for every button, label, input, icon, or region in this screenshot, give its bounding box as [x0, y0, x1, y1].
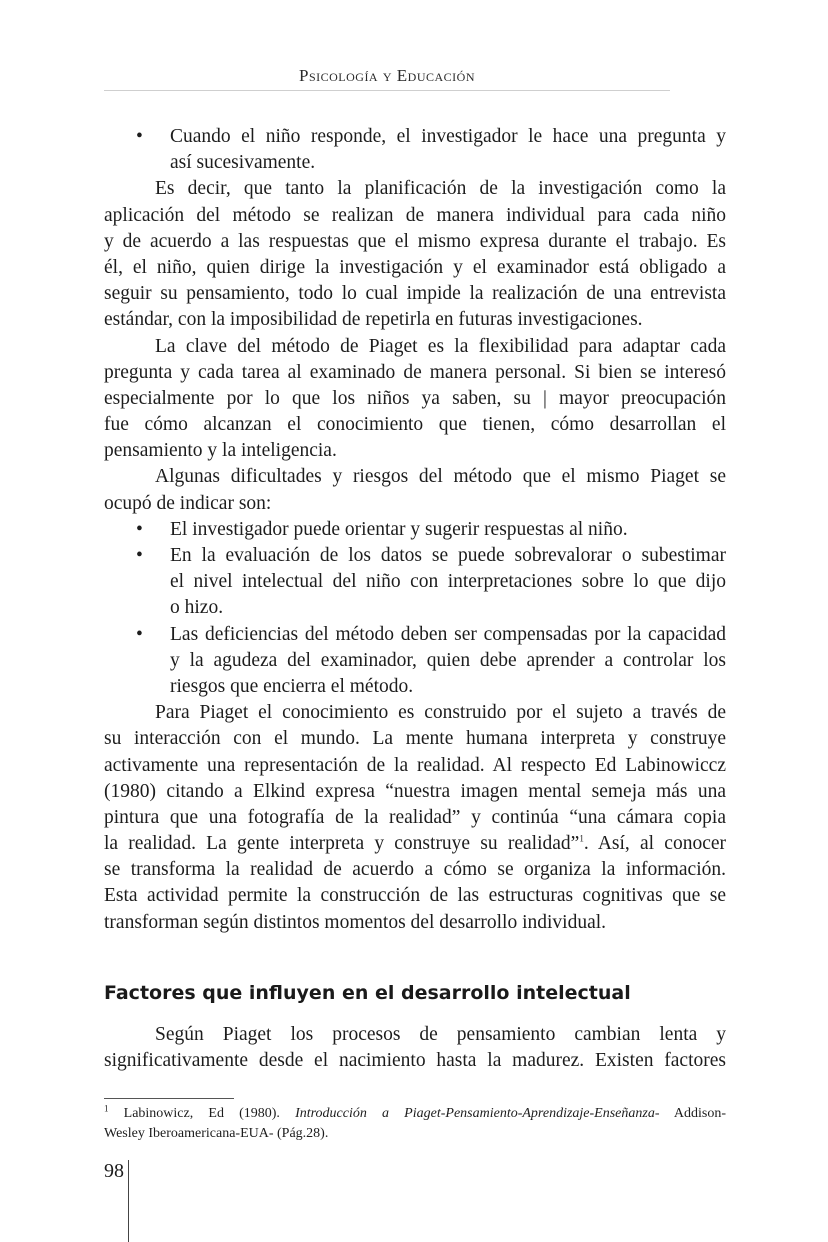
bullet-item-continuation: el nivel intelectual del niño con interpretaciones sobre lo que dijo	[170, 571, 726, 593]
paragraph-line: y de acuerdo a las respuestas que el mismo expresa durante el trabajo. Es	[104, 230, 726, 252]
bullet-icon: •	[136, 518, 143, 540]
paragraph-line: él, el niño, quien dirige la investigación y el examinador está obligado a	[104, 256, 726, 278]
footnote-divider	[104, 1098, 234, 1099]
page-number-rule	[128, 1160, 129, 1242]
paragraph-line: Según Piaget los procesos de pensamiento cambian lenta y	[155, 1024, 726, 1045]
footnote-line: Wesley Iberoamericana-EUA- (Pág.28).	[104, 1126, 329, 1141]
paragraph-line: Es decir, que tanto la planificación de la investigación como la	[155, 178, 726, 200]
paragraph-line: especialmente por lo que los niños ya saben, su | mayor preocupación	[104, 387, 726, 409]
bullet-item: • Cuando el niño responde, el investigador le hace una pregunta y	[104, 124, 726, 150]
paragraph-text: . Así, al conocer	[583, 833, 727, 855]
paragraph-line: significativamente desde el nacimiento hasta la madurez. Existen factores	[104, 1050, 726, 1072]
bullet-item-continuation: riesgos que encierra el método.	[170, 675, 414, 697]
bullet-item: • Las deficiencias del método deben ser compensadas por la capacidad	[104, 622, 726, 648]
header-divider	[104, 90, 670, 91]
footnote-reference[interactable]: 1	[579, 833, 584, 844]
paragraph-text: la realidad. La gente interpreta y construye su realidad”	[104, 833, 580, 855]
paragraph-line: (1980) citando a Elkind expresa “nuestra imagen mental semeja más una	[104, 780, 726, 802]
bullet-icon: •	[136, 545, 143, 566]
bullet-item: • El investigador puede orientar y sugerir respuestas al niño.	[104, 517, 726, 543]
paragraph-line: Esta actividad permite la construcción de las estructuras cognitivas que se	[104, 885, 726, 907]
footnote-book-title: Introducción a Piaget-Pensamiento-Aprendizaje-Enseñanza-	[295, 1106, 660, 1121]
paragraph-line: se transforma la realidad de acuerdo a cómo se organiza la información.	[104, 859, 726, 881]
paragraph-line	[104, 831, 726, 857]
paragraph-line: fue cómo alcanzan el conocimiento que tienen, cómo desarrollan el	[104, 414, 726, 436]
running-header: Psicología y Educación	[298, 66, 475, 85]
paragraph-line: pintura que una fotografía de la realidad” y continúa “una cámara copia	[104, 806, 726, 828]
footnote-number: 1	[104, 1103, 109, 1114]
paragraph-line: aplicación del método se realizan de manera individual para cada niño	[104, 204, 726, 226]
paragraph-line: activamente una representación de la realidad. Al respecto Ed Labinowiccz	[104, 754, 726, 776]
bullet-item: • En la evaluación de los datos se puede sobrevalorar o subestimar	[104, 543, 726, 569]
paragraph-line: transforman según distintos momentos del desarrollo individual.	[104, 911, 607, 933]
paragraph-line: su interacción con el mundo. La mente humana interpreta y construye	[104, 728, 726, 750]
bullet-item-continuation: o hizo.	[170, 597, 224, 619]
bullet-item-continuation: así sucesivamente.	[170, 152, 316, 174]
bullet-item-continuation: y la agudeza del examinador, quien debe aprender a controlar los	[170, 649, 726, 671]
paragraph-line: pensamiento y la inteligencia.	[104, 440, 337, 462]
page-number: 98	[104, 1160, 124, 1182]
paragraph-line: Algunas dificultades y riesgos del método que el mismo Piaget se	[155, 466, 726, 488]
paragraph-line: Para Piaget el conocimiento es construido por el sujeto a través de	[155, 702, 726, 724]
paragraph-line: ocupó de indicar son:	[104, 492, 272, 514]
footnote-line: $^1$ Labinowicz, Ed (1980). Introducción a Piaget-Pensamiento-Aprendizaje-Enseñanza- Addison-	[104, 1103, 726, 1121]
paragraph-line: La clave del método de Piaget es la flexibilidad para adaptar cada	[155, 335, 726, 357]
paragraph-line: seguir su pensamiento, todo lo cual impide la realización de una entrevista	[104, 283, 726, 305]
footnote	[104, 1104, 726, 1144]
section-heading: Factores que influyen en el desarrollo intelectual	[104, 982, 631, 1004]
paragraph-line: pregunta y cada tarea al examinado de manera personal. Si bien se interesó	[104, 361, 726, 383]
body-text	[104, 124, 726, 936]
bullet-icon: •	[136, 126, 143, 147]
bullet-icon: •	[136, 623, 143, 645]
body-text-continued	[104, 1022, 726, 1074]
paragraph-line: estándar, con la imposibilidad de repetirla en futuras investigaciones.	[104, 309, 643, 331]
